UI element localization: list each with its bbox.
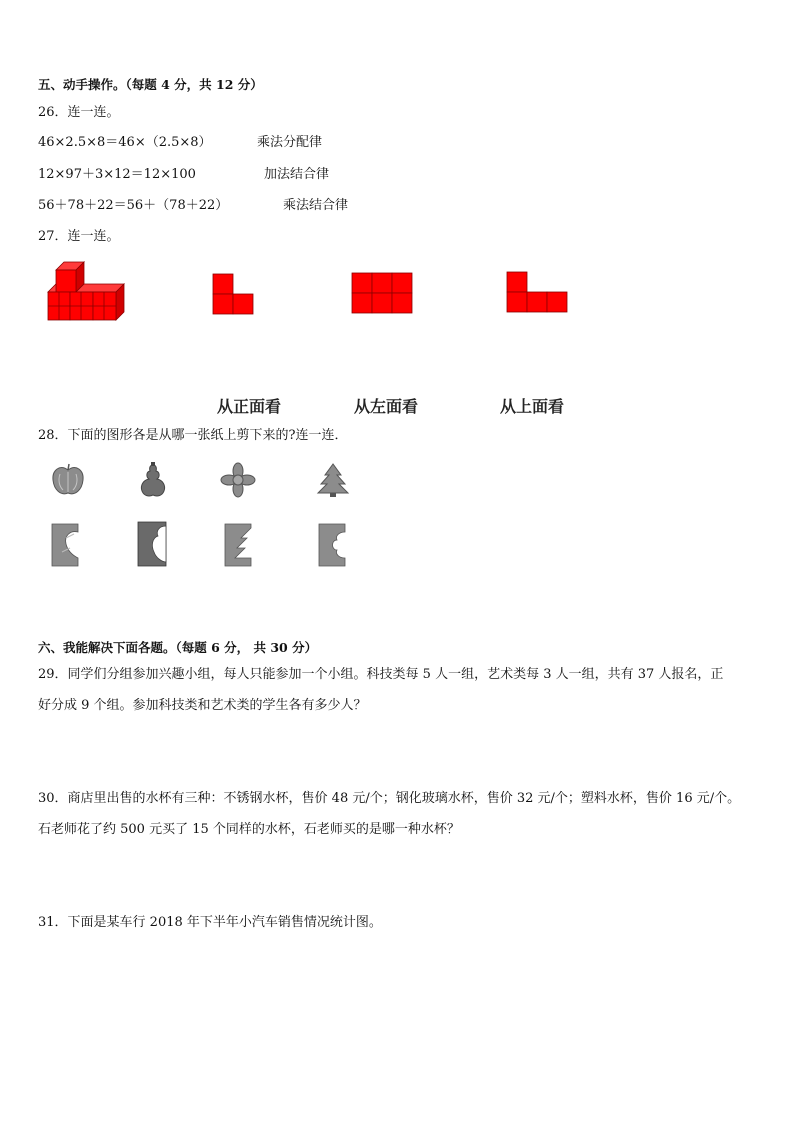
equation-3: 56＋78＋22＝56＋（78＋22） <box>38 198 229 213</box>
law-3: 乘法结合律 <box>283 198 349 213</box>
view-front-label: 从正面看 <box>217 397 282 416</box>
question-29-line-2: 好分成 9 个组。参加科技类和艺术类的学生各有多少人？ <box>38 698 367 713</box>
section-title-5: 五、动手操作。（每题 4 分，共 12 分） <box>38 77 263 92</box>
section-title-6: 六、我能解决下面各题。（每题 6 分， 共 30 分） <box>38 640 318 655</box>
question-26-label: 26．连一连。 <box>38 105 120 120</box>
paper-tree-half-icon <box>225 524 253 566</box>
cube-stack-figure <box>44 262 128 324</box>
question-30-line-2: 石老师花了约 500 元买了 15 个同样的水杯，石老师买的是哪一种水杯？ <box>38 822 460 837</box>
grid-view-figure <box>352 273 414 315</box>
question-28-label: 28．下面的图形各是从哪一张纸上剪下来的?连一连． <box>38 428 348 443</box>
equation-2: 12×97＋3×12＝12×100 <box>38 167 196 182</box>
l-shape-view-figure <box>213 274 255 316</box>
view-top-label: 从上面看 <box>500 397 565 416</box>
equation-1: 46×2.5×8＝46×（2.5×8） <box>38 135 212 150</box>
flower-icon <box>220 462 256 498</box>
question-29-line-1: 29．同学们分组参加兴趣小组，每人只能参加一个小组。科技类每 5 人一组，艺术类每 3 人一组，共有 37 人报名，正 <box>38 667 724 682</box>
paper-apple-half-icon <box>52 524 80 566</box>
paper-gourd-half-icon <box>138 522 166 566</box>
apple-icon <box>50 462 86 498</box>
law-1: 乘法分配律 <box>257 135 323 150</box>
tree-icon <box>315 462 351 498</box>
law-2: 加法结合律 <box>264 167 330 182</box>
paper-flower-half-icon <box>319 524 347 566</box>
question-27-label: 27．连一连。 <box>38 229 120 244</box>
question-31-line-1: 31．下面是某车行 2018 年下半年小汽车销售情况统计图。 <box>38 915 382 930</box>
view-left-label: 从左面看 <box>354 397 419 416</box>
question-30-line-1: 30．商店里出售的水杯有三种：不锈钢水杯，售价 48 元/个；钢化玻璃水杯，售价 32 元/个；塑料水杯，售价 16 元/个。 <box>38 791 741 806</box>
long-l-shape-view-figure <box>507 272 569 314</box>
gourd-icon <box>135 462 171 498</box>
